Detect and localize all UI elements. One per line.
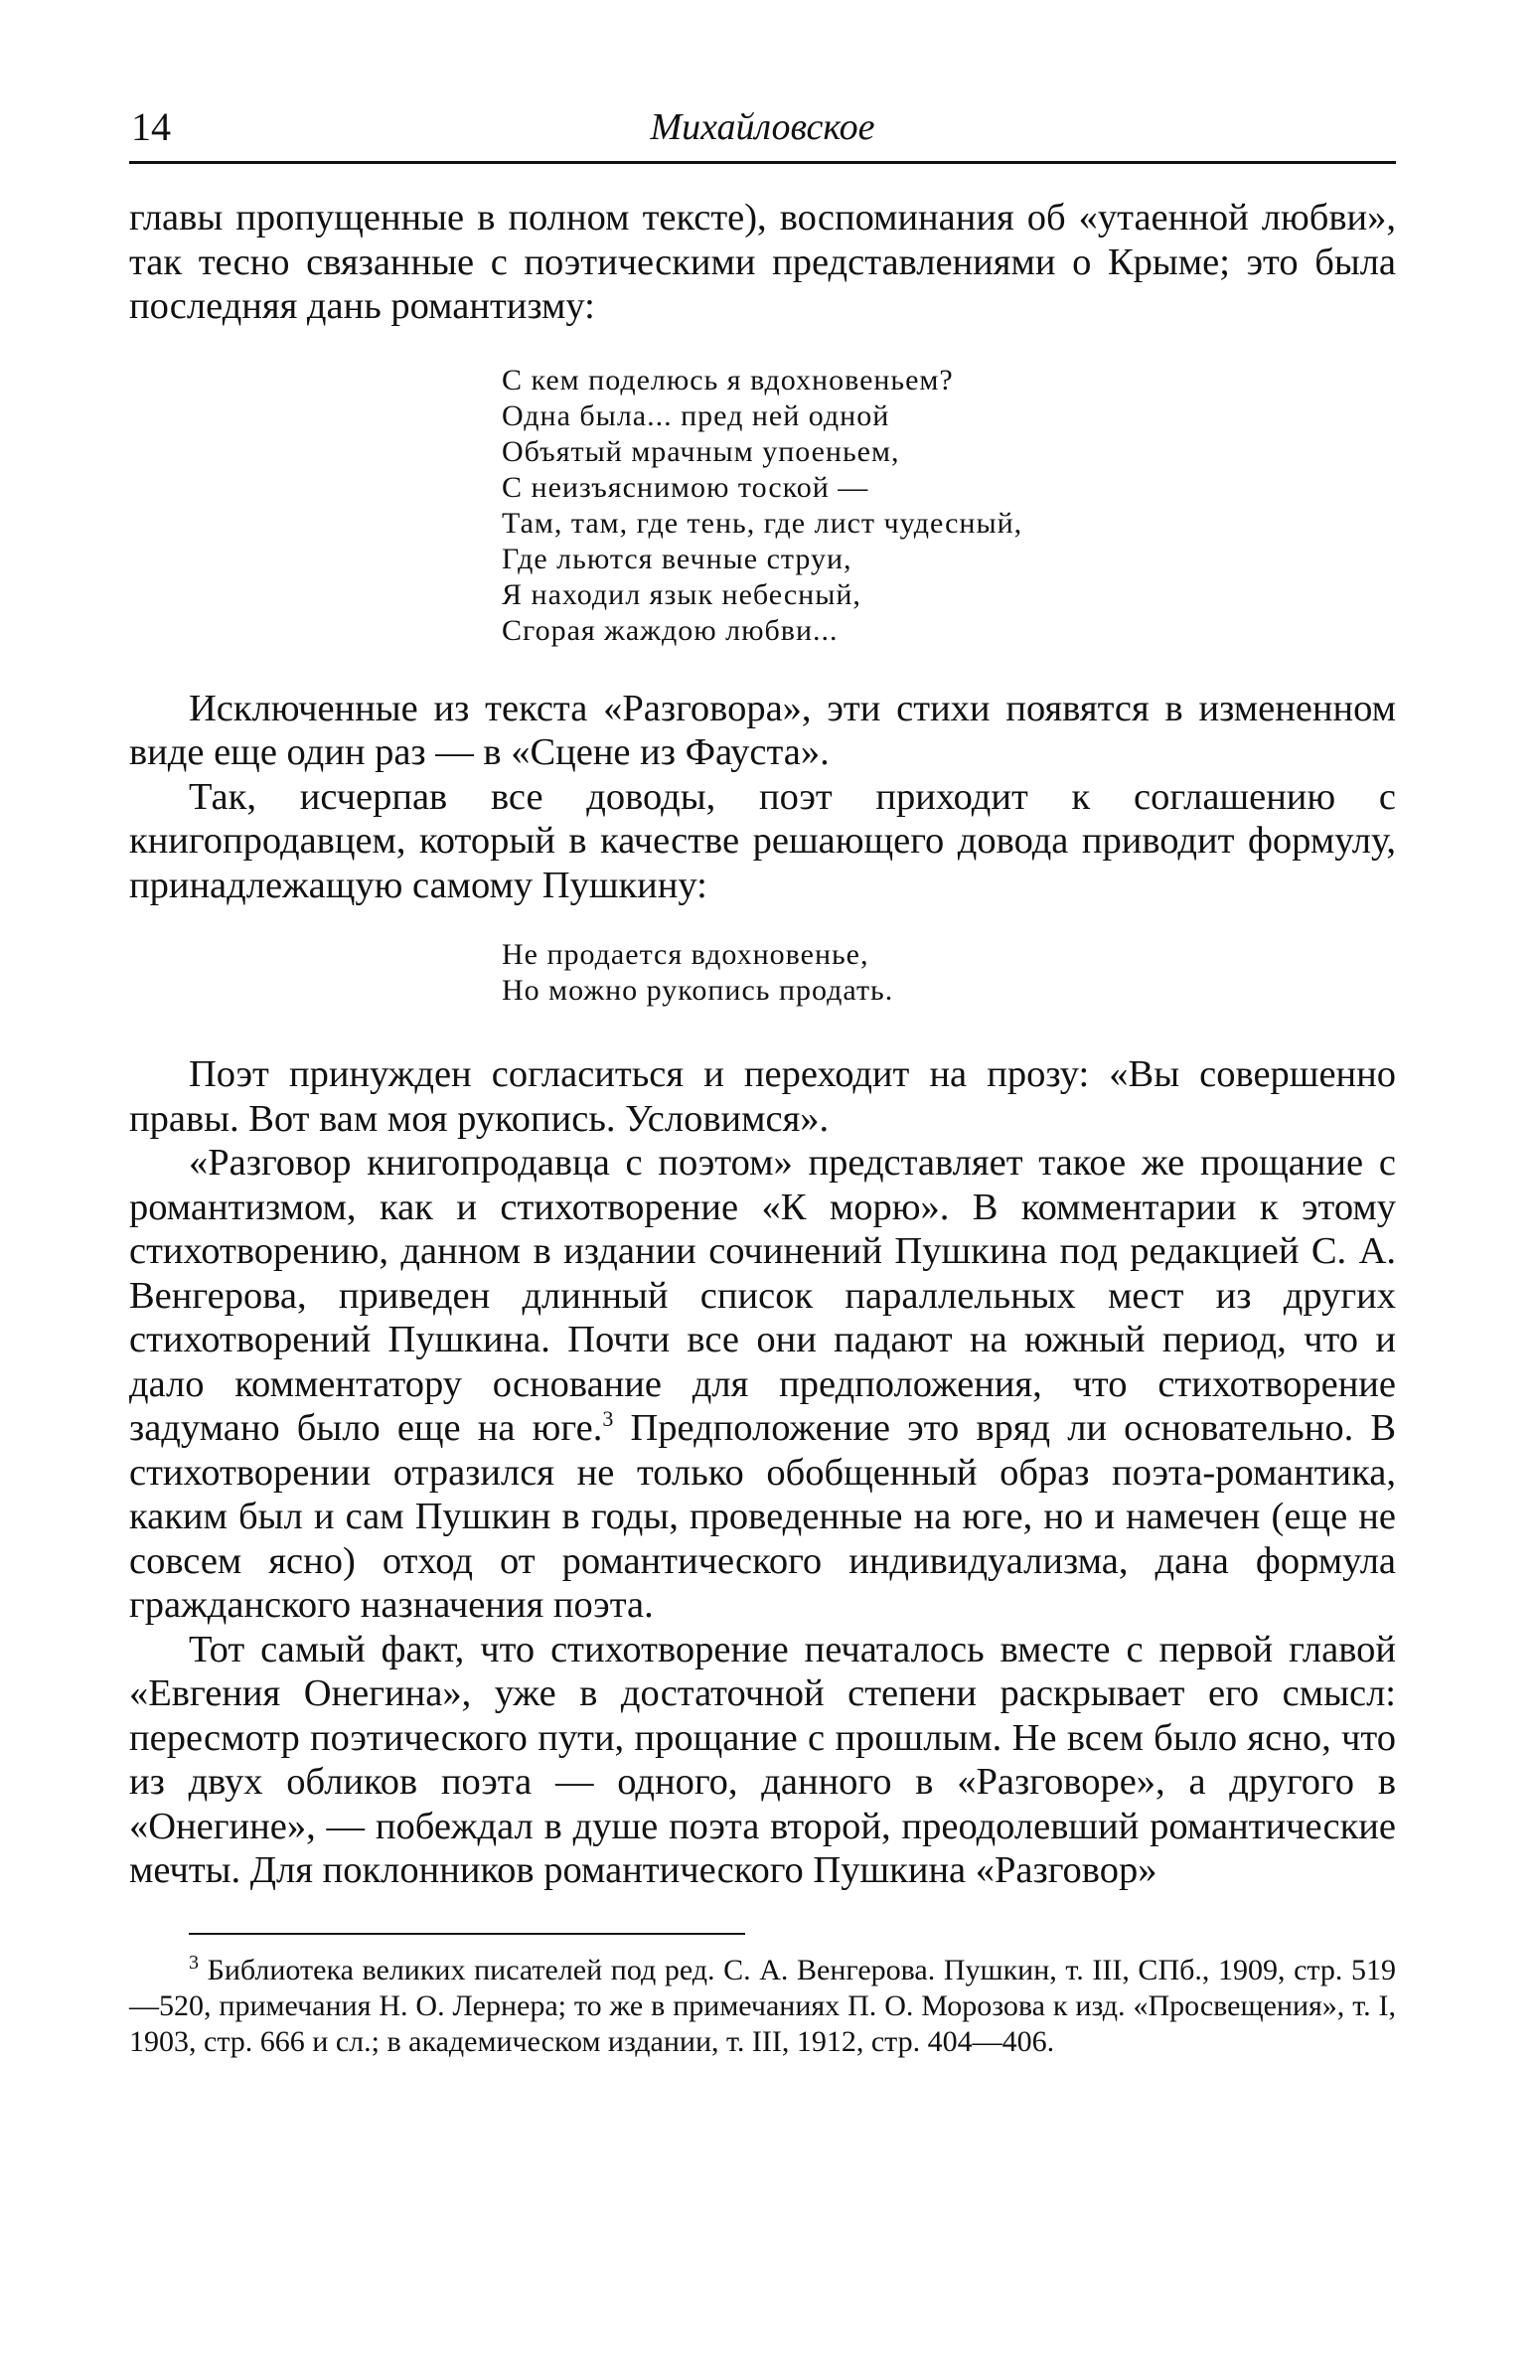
footnote-reference: 3: [602, 1406, 614, 1432]
verse-line: Объятый мрачным упоеньем,: [502, 434, 900, 468]
verse-line: Не продается вдохновенье,: [502, 938, 869, 971]
paragraph-2: Исключенные из текста «Разговора», эти стихи появятся в измененном виде еще один раз — в «Сцене из Фауста».: [129, 687, 1396, 773]
paragraph-6: Тот самый факт, что стихотворение печаталось вместе с первой главой «Евгения Онегина», уже в достаточной степени раскрывает его смысл: пересмотр поэтического пути, прощание с прошлым. Не всем было ясно, что из двух обликов поэта — одного, данного в «Разговоре», а другого в «Онегине», — побеждал в душе поэта второй, преодолевший романтические мечты. Для поклонников романтического Пушкина «Разговор»: [129, 1628, 1396, 1891]
paragraph-3: Так, исчерпав все доводы, поэт приходит к соглашению с книгопродавцем, который в качестве решающего довода приводит формулу, принадлежащую самому Пушкину:: [129, 775, 1396, 906]
page-number: 14: [131, 104, 171, 149]
body-text: [129, 196, 1396, 1893]
paragraph-5-text-b: Предположение это вряд ли основательно. В стихотворении отразился не только обобщенный образ поэта-романтика, каким был и сам Пушкин в годы, проведенные на юге, но и намечен (еще не совсем ясно) отход от романтического индивидуализма, дана формула гражданского назначения поэта.: [129, 1407, 1397, 1626]
book-page: [129, 99, 1396, 2060]
paragraph-5: [129, 1141, 1396, 1628]
footnote-3: [129, 1953, 1396, 2060]
paragraph-5-text-a: «Разговор книгопродавца с поэтом» представляет такое же прощание с романтизмом, как и стихотворение «К морю». В комментарии к этому стихотворению, данном в издании сочинений Пушкина под редакцией С. А. Венгерова, приведен длинный список параллельных мест из других стихотворений Пушкина. Почти все они падают на южный период, что и дало комментатору основание для предположения, что стихотворение задумано было еще на юге.: [129, 1142, 1396, 1449]
running-head: [129, 99, 1396, 164]
footnote-text: Библиотека великих писателей под ред. С. А. Венгерова. Пушкин, т. III, СПб., 1909, стр. 519—520, примечания Н. О. Лернера; то же в примечаниях П. О. Морозова к изд. «Просвещения», т. I, 1903, стр. 666 и сл.; в академическом издании, т. III, 1912, стр. 404—406.: [129, 1953, 1396, 2058]
verse-line: Одна была... пред ней одной: [502, 398, 890, 432]
paragraph-4: Поэт принужден согласиться и переходит на прозу: «Вы совершенно правы. Вот вам моя рукопись. Условимся».: [129, 1053, 1396, 1140]
verse-line: Сгорая жаждою любви...: [502, 613, 839, 647]
footnotes: [129, 1953, 1396, 2060]
running-title: Михайловское: [650, 106, 875, 148]
verse-quote-2: [502, 937, 1396, 1009]
footnote-divider: [189, 1933, 745, 1935]
verse-line: С кем поделюсь я вдохновеньем?: [502, 363, 954, 397]
verse-line: Где льются вечные струи,: [502, 542, 852, 575]
verse-line: Там, там, где тень, где лист чудесный,: [502, 506, 1023, 540]
paragraph-1: главы пропущенные в полном тексте), воспоминания об «утаенной любви», так тесно связанные с поэтическими представлениями о Крыме; это была последняя дань романтизму:: [129, 197, 1396, 327]
verse-line: Но можно рукопись продать.: [502, 974, 894, 1007]
verse-line: Я находил язык небесный,: [502, 577, 861, 611]
verse-line: С неизъяснимою тоской —: [502, 470, 869, 504]
verse-quote-1: [502, 363, 1396, 649]
footnote-mark: 3: [189, 1951, 199, 1974]
